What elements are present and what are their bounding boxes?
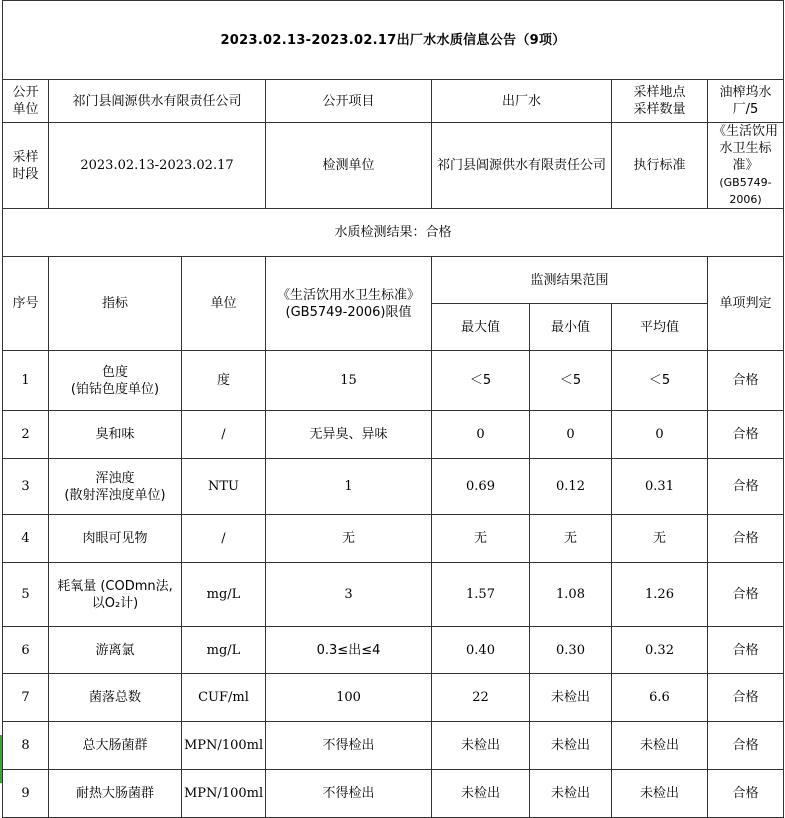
max-cell: 无 xyxy=(432,515,530,563)
test-unit-value: 祁门县阊源供水有限责任公司 xyxy=(432,123,612,209)
indicator-cell: 肉眼可见物 xyxy=(49,515,182,563)
test-unit-label: 检测单位 xyxy=(266,123,432,209)
water-quality-table xyxy=(2,0,784,818)
unit-cell: CUF/ml xyxy=(182,674,266,722)
publish-unit-label: 公开 单位 xyxy=(3,80,49,123)
avg-cell: 未检出 xyxy=(612,770,708,818)
sampling-label: 采样地点 采样数量 xyxy=(612,80,708,123)
unit-cell: MPN/100ml xyxy=(182,722,266,770)
indicator-cell: 耐热大肠菌群 xyxy=(49,770,182,818)
table-row xyxy=(3,722,784,770)
min-cell: 0.12 xyxy=(530,459,612,515)
max-cell: 未检出 xyxy=(432,770,530,818)
min-cell: 0.30 xyxy=(530,627,612,674)
table-row xyxy=(3,563,784,627)
table-row xyxy=(3,515,784,563)
info-row-2 xyxy=(3,123,784,209)
judge-cell: 合格 xyxy=(708,515,784,563)
judge-cell: 合格 xyxy=(708,770,784,818)
indicator-cell: 总大肠菌群 xyxy=(49,722,182,770)
max-cell: 未检出 xyxy=(432,722,530,770)
header-judge: 单项判定 xyxy=(708,257,784,351)
min-cell: 未检出 xyxy=(530,722,612,770)
period-label: 采样 时段 xyxy=(3,123,49,209)
header-avg: 平均值 xyxy=(612,304,708,351)
indicator-cell: 菌落总数 xyxy=(49,674,182,722)
limit-cell: 不得检出 xyxy=(266,722,432,770)
unit-cell: NTU xyxy=(182,459,266,515)
row-number: 1 xyxy=(3,351,49,411)
min-cell: 1.08 xyxy=(530,563,612,627)
judge-cell: 合格 xyxy=(708,563,784,627)
row-number: 5 xyxy=(3,563,49,627)
row-number: 7 xyxy=(3,674,49,722)
limit-cell: 3 xyxy=(266,563,432,627)
unit-cell: MPN/100ml xyxy=(182,770,266,818)
max-cell: 0.69 xyxy=(432,459,530,515)
header-row-1 xyxy=(3,257,784,304)
header-range: 监测结果范围 xyxy=(432,257,708,304)
limit-cell: 无 xyxy=(266,515,432,563)
max-cell: 22 xyxy=(432,674,530,722)
row-number: 4 xyxy=(3,515,49,563)
header-seq: 序号 xyxy=(3,257,49,351)
page-title: 2023.02.13-2023.02.17出厂水水质信息公告（9项） xyxy=(3,1,784,80)
table-row xyxy=(3,411,784,459)
row-number: 6 xyxy=(3,627,49,674)
limit-cell: 不得检出 xyxy=(266,770,432,818)
avg-cell: 0 xyxy=(612,411,708,459)
avg-cell: ＜5 xyxy=(612,351,708,411)
row-number: 2 xyxy=(3,411,49,459)
min-cell: 未检出 xyxy=(530,674,612,722)
min-cell: 无 xyxy=(530,515,612,563)
indicator-cell: 臭和味 xyxy=(49,411,182,459)
judge-cell: 合格 xyxy=(708,351,784,411)
table-row xyxy=(3,351,784,411)
table-row xyxy=(3,459,784,515)
judge-cell: 合格 xyxy=(708,722,784,770)
period-value: 2023.02.13-2023.02.17 xyxy=(49,123,266,209)
min-cell: 未检出 xyxy=(530,770,612,818)
unit-cell: 度 xyxy=(182,351,266,411)
unit-cell: mg/L xyxy=(182,627,266,674)
judge-cell: 合格 xyxy=(708,627,784,674)
standard-value: 《生活饮用水卫生标准》 (GB5749-2006) xyxy=(708,123,784,209)
header-min: 最小值 xyxy=(530,304,612,351)
avg-cell: 无 xyxy=(612,515,708,563)
limit-cell: 15 xyxy=(266,351,432,411)
table-row xyxy=(3,627,784,674)
row-number: 8 xyxy=(3,722,49,770)
limit-cell: 无异臭、异味 xyxy=(266,411,432,459)
avg-cell: 6.6 xyxy=(612,674,708,722)
avg-cell: 0.31 xyxy=(612,459,708,515)
row-number: 9 xyxy=(3,770,49,818)
max-cell: 0 xyxy=(432,411,530,459)
unit-cell: / xyxy=(182,411,266,459)
info-row-1 xyxy=(3,80,784,123)
header-limit: 《生活饮用水卫生标准》 (GB5749-2006)限值 xyxy=(266,257,432,351)
min-cell: ＜5 xyxy=(530,351,612,411)
limit-cell: 100 xyxy=(266,674,432,722)
unit-cell: / xyxy=(182,515,266,563)
table-row xyxy=(3,770,784,818)
header-indicator: 指标 xyxy=(49,257,182,351)
result-line: 水质检测结果：合格 xyxy=(3,209,784,257)
max-cell: 0.40 xyxy=(432,627,530,674)
judge-cell: 合格 xyxy=(708,674,784,722)
limit-cell: 0.3≤出≤4 xyxy=(266,627,432,674)
publish-item-label: 公开项目 xyxy=(266,80,432,123)
indicator-cell: 色度 (铂钴色度单位) xyxy=(49,351,182,411)
publish-unit-value: 祁门县阊源供水有限责任公司 xyxy=(49,80,266,123)
sampling-value: 油榨坞水厂/5 xyxy=(708,80,784,123)
selection-edge-marker xyxy=(0,735,2,783)
max-cell: ＜5 xyxy=(432,351,530,411)
standard-label: 执行标准 xyxy=(612,123,708,209)
avg-cell: 0.32 xyxy=(612,627,708,674)
judge-cell: 合格 xyxy=(708,411,784,459)
indicator-cell: 游离氯 xyxy=(49,627,182,674)
limit-cell: 1 xyxy=(266,459,432,515)
unit-cell: mg/L xyxy=(182,563,266,627)
indicator-cell: 浑浊度 (散射浑浊度单位) xyxy=(49,459,182,515)
publish-item-value: 出厂水 xyxy=(432,80,612,123)
indicator-cell: 耗氧量 (CODmn法, 以O₂计) xyxy=(49,563,182,627)
judge-cell: 合格 xyxy=(708,459,784,515)
min-cell: 0 xyxy=(530,411,612,459)
row-number: 3 xyxy=(3,459,49,515)
avg-cell: 1.26 xyxy=(612,563,708,627)
header-max: 最大值 xyxy=(432,304,530,351)
table-row xyxy=(3,674,784,722)
header-unit: 单位 xyxy=(182,257,266,351)
avg-cell: 未检出 xyxy=(612,722,708,770)
max-cell: 1.57 xyxy=(432,563,530,627)
